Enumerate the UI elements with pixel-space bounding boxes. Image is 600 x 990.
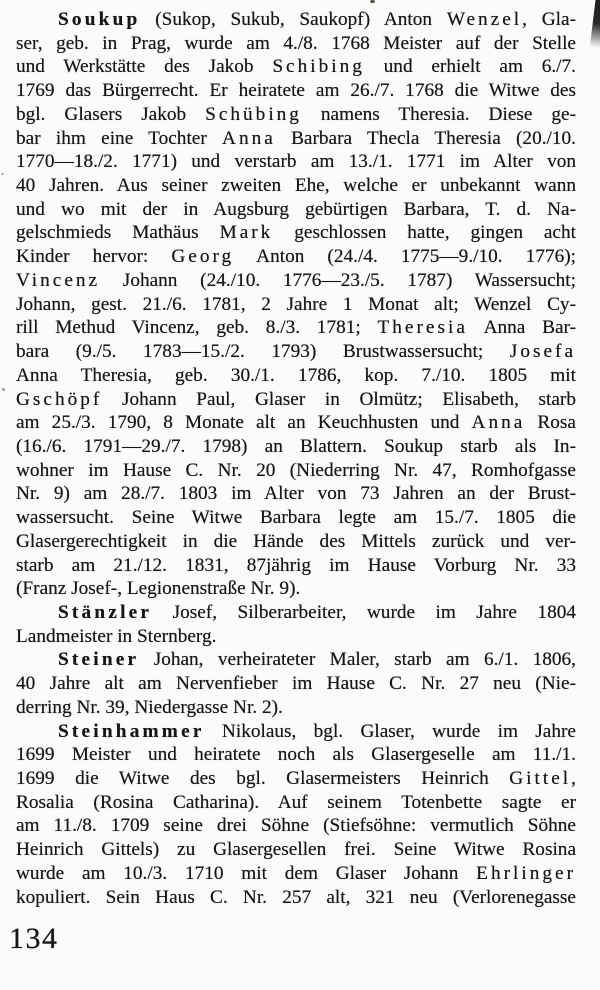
text-line [16, 364, 576, 388]
text-segment: und Werkstätte des Jakob [16, 56, 273, 78]
text-line [16, 198, 576, 222]
entry-head: Soukup [58, 9, 141, 30]
text-segment: gelschmieds Mathäus [16, 222, 220, 244]
text-line [16, 601, 576, 625]
text-line [16, 554, 576, 578]
scan-speck [370, 0, 375, 3]
text-segment: , [571, 768, 576, 789]
text-segment: und erhielt am 6./7. [364, 56, 576, 78]
text-segment: 40 Jahren. Aus seiner zweiten Ehe, welche er unbekannt wann [16, 175, 576, 197]
text-segment: derring Nr. 39, Niedergasse Nr. 2). [16, 696, 283, 718]
text-segment: Rosa [525, 412, 576, 434]
text-segment: Johann Paul, Glaser in Olmütz; Elisabeth, starb [102, 388, 576, 410]
text-segment: Landmeister in Sternberg. [16, 625, 217, 647]
text-segment: Barbara Thecla Theresia (20./10. [275, 127, 576, 149]
text-segment: bgl. Glasers Jakob [16, 103, 206, 125]
text-segment: wohner im Hause C. Nr. 20 (Niederring Nr. 47, Romhofgasse [16, 459, 576, 481]
paragraph [16, 8, 576, 601]
spaced-name: Georg [171, 246, 235, 268]
spaced-name: Anna [222, 127, 276, 149]
spaced-name: Schübing [205, 103, 302, 125]
text-segment: Nr. 9) am 28./7. 1803 im Alter von 73 Jahren an der Brust- [16, 483, 576, 505]
text-line [16, 103, 576, 127]
entry-head: Stänzler [58, 601, 153, 623]
text-segment: (16./6. 1791—29./7. 1798) an Blattern. Soukup starb als In- [16, 435, 576, 457]
text-line [16, 174, 576, 198]
text-segment: Josef, Silberarbeiter, wurde im Jahre 1804 [152, 601, 576, 623]
text-line [16, 530, 576, 554]
text-line [16, 791, 576, 815]
spaced-name: Vincenz [16, 269, 101, 291]
text-line [16, 221, 576, 245]
text-segment: Kinder hervor: [16, 246, 172, 268]
spaced-name: Gschöpf [16, 388, 103, 410]
text-segment: am 11./8. 1709 seine drei Söhne (Stiefsöhne: vermutlich Söhne [16, 815, 576, 837]
spaced-name: Wenzel [446, 9, 523, 30]
text-segment: bara (9./5. 1783—15./2. 1793) Brustwassersucht; [16, 341, 510, 363]
spaced-name: Theresia [377, 317, 468, 339]
text-segment: geschlossen hatte, gingen acht [273, 222, 576, 244]
paragraph [16, 648, 576, 719]
text-segment: und wo mit der in Augsburg gebürtigen Barbara, T. d. Na- [16, 198, 576, 220]
text-line [16, 127, 576, 151]
text-segment: Johan, verheirateter Maler, starb am 6./1. 1806, [139, 649, 576, 671]
text-segment: Rosalia (Rosina Catharina). Auf seinem Totenbette sagte er [16, 791, 576, 813]
text-line [16, 506, 576, 530]
text-line [16, 245, 576, 269]
text-segment: kopuliert. Sein Haus C. Nr. 257 alt, 321 neu (Verlorenegasse [16, 886, 576, 908]
text-line [16, 886, 576, 910]
text-line [16, 388, 576, 412]
text-segment: 1770—18./2. 1771) und verstarb am 13./1. 1771 im Alter von [16, 151, 576, 173]
spaced-name: Josefa [509, 341, 576, 363]
text-segment: Glasergerechtigkeit in die Hände des Mittels zurück und ver- [16, 530, 576, 552]
spaced-name: Anna [471, 412, 526, 434]
spaced-name: Ehrlinger [476, 862, 576, 884]
entry-head: Steiner [58, 649, 140, 671]
spaced-name: Schibing [272, 56, 365, 78]
text-line [16, 8, 576, 32]
text-segment: rill Methud Vincenz, geb. 8./3. 1781; [16, 317, 378, 339]
text-line [16, 577, 576, 601]
text-line [16, 625, 576, 649]
text-block [16, 8, 576, 909]
text-line [16, 293, 576, 317]
text-segment: Johann (24./10. 1776—23./5. 1787) Wassersucht; [100, 269, 576, 291]
text-line [16, 411, 576, 435]
text-segment: namens Theresia. Diese ge- [301, 103, 576, 125]
text-line [16, 720, 576, 744]
text-line [16, 435, 576, 459]
spaced-name: Mark [219, 222, 274, 244]
text-segment: Anton (24./4. 1775—9./10. 1776); [234, 246, 576, 268]
text-segment: 1699 die Witwe des bgl. Glasermeisters Heinrich [16, 768, 510, 789]
text-line [16, 862, 576, 886]
text-segment: Anna Theresia, geb. 30./1. 1786, kop. 7./10. 1805 mit [16, 364, 576, 386]
text-segment: 1699 Meister und heiratete noch als Glasergeselle am 11./1. [16, 744, 576, 766]
text-segment: wurde am 10./3. 1710 mit dem Glaser Johann [16, 862, 477, 884]
text-line [16, 743, 576, 767]
text-line [16, 269, 576, 293]
text-line [16, 767, 576, 791]
paragraph [16, 720, 576, 910]
text-line [16, 79, 576, 103]
scan-speck [2, 388, 5, 391]
text-segment: (Franz Josef-, Legionenstraße Nr. 9). [16, 578, 301, 600]
text-line [16, 459, 576, 483]
text-segment: Johann, gest. 21./6. 1781, 2 Jahre 1 Monat alt; Wenzel Cy- [16, 293, 576, 315]
text-segment: Nikolaus, bgl. Glaser, wurde im Jahre [204, 720, 576, 742]
text-line [16, 150, 576, 174]
text-line [16, 32, 576, 56]
text-line [16, 648, 576, 672]
scan-speck [1, 173, 4, 175]
text-line [16, 814, 576, 838]
entry-head: Steinhammer [58, 720, 205, 742]
text-line [16, 55, 576, 79]
text-line [16, 672, 576, 696]
text-segment: ser, geb. in Prag, wurde am 4./8. 1768 Meister auf der Stelle [16, 32, 576, 54]
text-segment: Heinrich Gittels) zu Glasergesellen frei. Seine Witwe Rosina [16, 839, 576, 861]
text-line [16, 838, 576, 862]
text-segment: bar ihm eine Tochter [16, 127, 223, 149]
text-line [16, 316, 576, 340]
text-line [16, 482, 576, 506]
text-segment: am 25./3. 1790, 8 Monate alt an Keuchhusten und [16, 412, 472, 434]
page-number: 134 [9, 922, 59, 955]
text-line [16, 340, 576, 364]
text-segment: starb am 21./12. 1831, 87jährig im Hause Vorburg Nr. 33 [16, 554, 576, 576]
text-segment: Anna Bar- [467, 317, 576, 339]
paragraph [16, 601, 576, 648]
text-segment: wassersucht. Seine Witwe Barbara legte am 15./7. 1805 die [16, 507, 576, 529]
spaced-name: Gittel [509, 768, 572, 789]
text-segment: (Sukop, Sukub, Saukopf) Anton [140, 9, 447, 30]
scan-artifact-corner [590, 0, 600, 48]
text-segment: 1769 das Bürgerrecht. Er heiratete am 26./7. 1768 die Witwe des [16, 80, 576, 102]
text-segment: 40 Jahre alt am Nervenfieber im Hause C. Nr. 27 neu (Nie- [16, 673, 576, 695]
text-line [16, 696, 576, 720]
text-segment: , Gla- [522, 9, 576, 30]
